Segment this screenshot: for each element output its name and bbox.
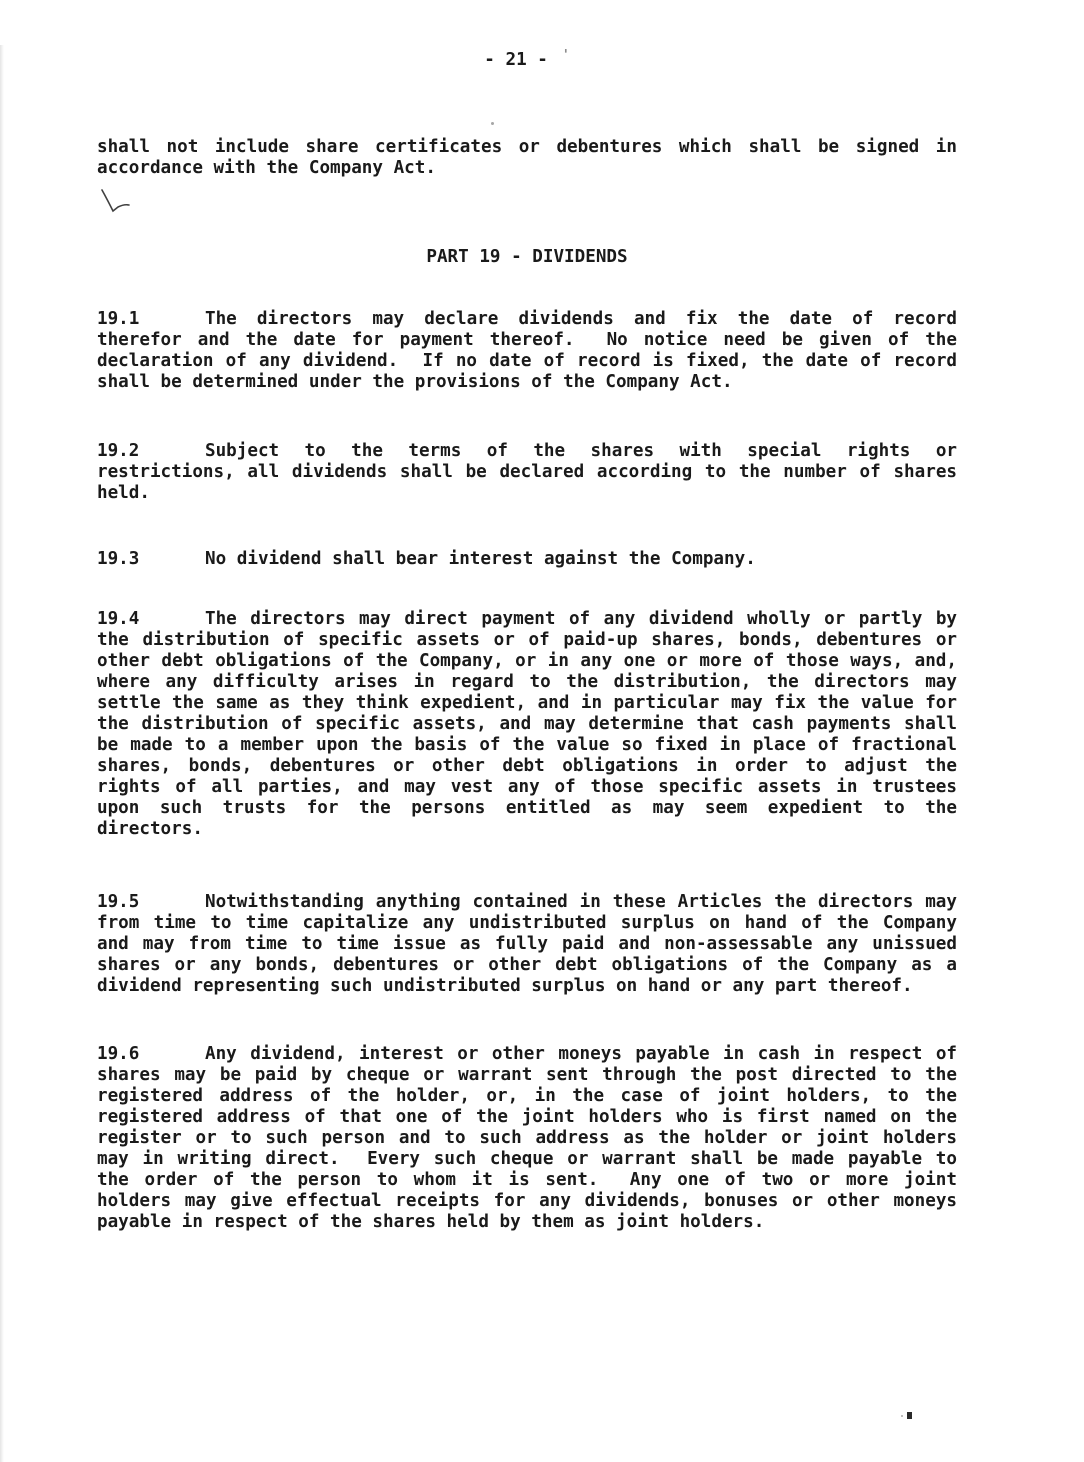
part-heading: PART 19 - DIVIDENDS (426, 247, 628, 267)
text-line: accordance with the Company Act. (97, 158, 436, 178)
section-number: 19.2 (97, 441, 140, 461)
text-line: shall be determined under the provisions of the Company Act. (97, 372, 733, 392)
section-first-line-text: The directors may direct payment of any dividend wholly or partly by (205, 609, 957, 629)
text-line: from time to time capitalize any undistributed surplus on hand of the Company (97, 913, 957, 933)
text-line: shall not include share certificates or debentures which shall be signed in (97, 137, 957, 157)
section-paragraph (97, 609, 957, 840)
text-line (97, 309, 957, 330)
section-first-line-text: Any dividend, interest or other moneys payable in cash in respect of (205, 1044, 957, 1064)
text-line: restrictions, all dividends shall be declared according to the number of shares (97, 462, 957, 482)
text-line: dividend representing such undistributed surplus on hand or any part thereof. (97, 976, 913, 996)
text-line: register or to such person and to such address as the holder or joint holders (97, 1128, 957, 1148)
section-paragraph (97, 892, 957, 997)
section-paragraph (97, 549, 957, 570)
text-line: and may from time to time issue as fully paid and non-assessable any unissued (97, 934, 957, 954)
section-paragraph (97, 309, 957, 393)
text-line: be made to a member upon the basis of the value so fixed in place of fractional (97, 735, 957, 755)
section-first-line-text: Notwithstanding anything contained in these Articles the directors may (205, 892, 957, 912)
section-number: 19.6 (97, 1044, 140, 1064)
scan-artifact-apostrophe: ' (561, 48, 570, 63)
scan-artifact-dot (491, 122, 494, 125)
section-first-line-text: The directors may declare dividends and fix the date of record (205, 309, 957, 329)
text-line: rights of all parties, and may vest any of those specific assets in trustees (97, 777, 957, 797)
section-paragraph (97, 441, 957, 504)
section-paragraph (97, 1044, 957, 1233)
intro-paragraph (97, 137, 957, 179)
text-line: may in writing direct. Every such cheque or warrant shall be made payable to (97, 1149, 957, 1169)
section-number: 19.1 (97, 309, 140, 329)
sections-container (97, 309, 957, 1233)
text-line: registered address of that one of the joint holders who is first named on the (97, 1107, 957, 1127)
text-line: shares, bonds, debentures or other debt obligations in order to adjust the (97, 756, 957, 776)
document-page (0, 45, 1084, 1233)
section-number: 19.5 (97, 892, 140, 912)
page-number-row (97, 45, 957, 71)
text-line: holders may give effectual receipts for any dividends, bonuses or other moneys (97, 1191, 957, 1211)
text-line: settle the same as they think expedient, and in particular may fix the value for (97, 693, 957, 713)
text-line: shares or any bonds, debentures or other debt obligations of the Company as a (97, 955, 957, 975)
section-number: 19.4 (97, 609, 140, 629)
text-line (97, 441, 957, 462)
text-line: the distribution of specific assets or of paid-up shares, bonds, debentures or (97, 630, 957, 650)
section-number: 19.3 (97, 549, 140, 569)
text-line: registered address of the holder, or, in the case of joint holders, to the (97, 1086, 957, 1106)
section-first-line-text: No dividend shall bear interest against the Company. (205, 549, 756, 569)
text-line: therefor and the date for payment thereof. No notice need be given of the (97, 330, 957, 350)
text-line: shares may be paid by cheque or warrant sent through the post directed to the (97, 1065, 957, 1085)
scan-artifact-speck (907, 1412, 912, 1419)
text-line: the order of the person to whom it is sent. Any one of two or more joint (97, 1170, 957, 1190)
text-line: where any difficulty arises in regard to the distribution, the directors may (97, 672, 957, 692)
page-number: - 21 - (484, 50, 548, 70)
text-line: upon such trusts for the persons entitled as may seem expedient to the (97, 798, 957, 818)
text-line: other debt obligations of the Company, or in any one or more of those ways, and, (97, 651, 957, 671)
text-line (97, 1044, 957, 1065)
text-line (97, 609, 957, 630)
text-line: payable in respect of the shares held by them as joint holders. (97, 1212, 765, 1232)
handwritten-checkmark (98, 186, 144, 222)
section-first-line-text: Subject to the terms of the shares with special rights or (205, 441, 957, 461)
text-line (97, 549, 957, 570)
text-line (97, 892, 957, 913)
text-line: held. (97, 483, 150, 503)
text-line: declaration of any dividend. If no date of record is fixed, the date of record (97, 351, 957, 371)
text-line: the distribution of specific assets, and may determine that cash payments shall (97, 714, 957, 734)
text-line: directors. (97, 819, 203, 839)
